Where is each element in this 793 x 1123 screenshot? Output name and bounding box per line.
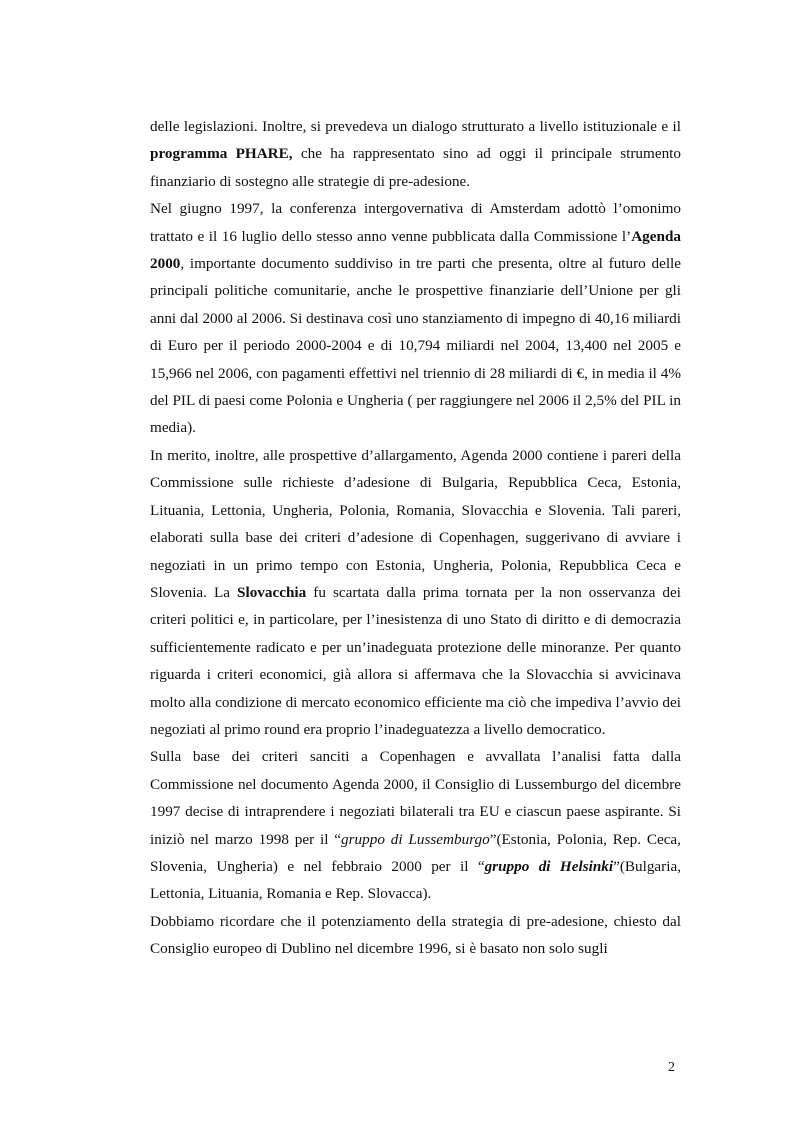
page-number: 2 [668, 1060, 675, 1075]
text-run: fu scartata dalla prima tornata per la non osservanza dei criteri politici e, in particolare, per l’inesistenza di uno Stato di diritto e di democrazia sufficientemente radicato e per un’inadeguata protezione delle minoranze. Per quanto riguarda i criteri economici, già allora si affermava che la Slovacchia si avvicinava molto alla condizione di mercato economico efficiente ma ciò che impediva l’avvio dei negoziati al primo round era proprio l’inadeguatezza a livello democratico. [150, 583, 681, 738]
text-run: Nel giugno 1997, la conferenza intergovernativa di Amsterdam adottò l’omonimo trattato e il 16 luglio dello stesso anno venne pubblicata dalla Commissione l’ [150, 200, 681, 245]
emphasis-agenda-2000: Agenda 2000 [150, 227, 681, 273]
paragraph-negoziati [150, 743, 681, 907]
text-run: In merito, inoltre, alle prospettive d’allargamento, Agenda 2000 contiene i pareri della Commissione sulle richieste d’adesione di Bulgaria, Repubblica Ceca, Estonia, Lituania, Lettonia, Ungheria, Polonia, Romania, Slovacchia e Slovenia. Tali pareri, elaborati sulla base dei criteri d’adesione di Copenhagen, suggerivano di avviare i negoziati in un primo tempo con Estonia, Ungheria, Polonia, Repubblica Ceca e Slovenia. La [150, 446, 681, 601]
emphasis-slovacchia: Slovacchia [237, 583, 307, 601]
text-run: che ha rappresentato sino ad oggi il principale strumento finanziario di sostegno alle strategie di pre-adesione. [150, 145, 681, 190]
document-body [150, 113, 681, 963]
text-run: , importante documento suddiviso in tre parti che presenta, oltre al futuro delle principali politiche comunitarie, anche le prospettive finanziarie dell’Unione per gli anni dal 2000 al 2006. Si destinava così uno stanziamento di impegno di 40,16 miliardi di Euro per il periodo 2000-2004 e di 10,794 miliardi nel 2004, 13,400 nel 2005 e 15,966 nel 2006, con pagamenti effettivi nel triennio di 28 miliardi di €, in media il 4% del PIL di paesi come Polonia e Ungheria ( per raggiungere nel 2006 il 2,5% del PIL in media). [150, 255, 681, 437]
text-run: Sulla base dei criteri sanciti a Copenhagen e avvallata l’analisi fatta dalla Commissione nel documento Agenda 2000, il Consiglio di Lussemburgo del dicembre 1997 decise di intraprendere i negoziati bilaterali tra EU e ciascun paese aspirante. Si iniziò nel marzo 1998 per il “ [150, 748, 681, 848]
emphasis-gruppo-helsinki: gruppo di Helsinki [484, 857, 614, 875]
emphasis-programma-phare: programma PHARE, [150, 145, 293, 163]
paragraph-phare [150, 113, 681, 195]
paragraph-agenda-2000 [150, 195, 681, 442]
paragraph-allargamento [150, 442, 681, 743]
paragraph-pre-adesione [150, 908, 681, 963]
text-run: ”(Estonia, Polonia, Rep. Ceca, Slovenia, Ungheria) e nel febbraio 2000 per il “ [150, 830, 681, 875]
text-run: delle legislazioni. Inoltre, si prevedeva un dialogo strutturato a livello istituzionale e il [150, 118, 681, 135]
emphasis-gruppo-lussemburgo: gruppo di Lussemburgo [341, 830, 490, 848]
text-run: ”(Bulgaria, Lettonia, Lituania, Romania e Rep. Slovacca). [150, 857, 681, 903]
text-run: Dobbiamo ricordare che il potenziamento della strategia di pre-adesione, chiesto dal Consiglio europeo di Dublino nel dicembre 1996, si è basato non solo sugli [150, 912, 681, 958]
